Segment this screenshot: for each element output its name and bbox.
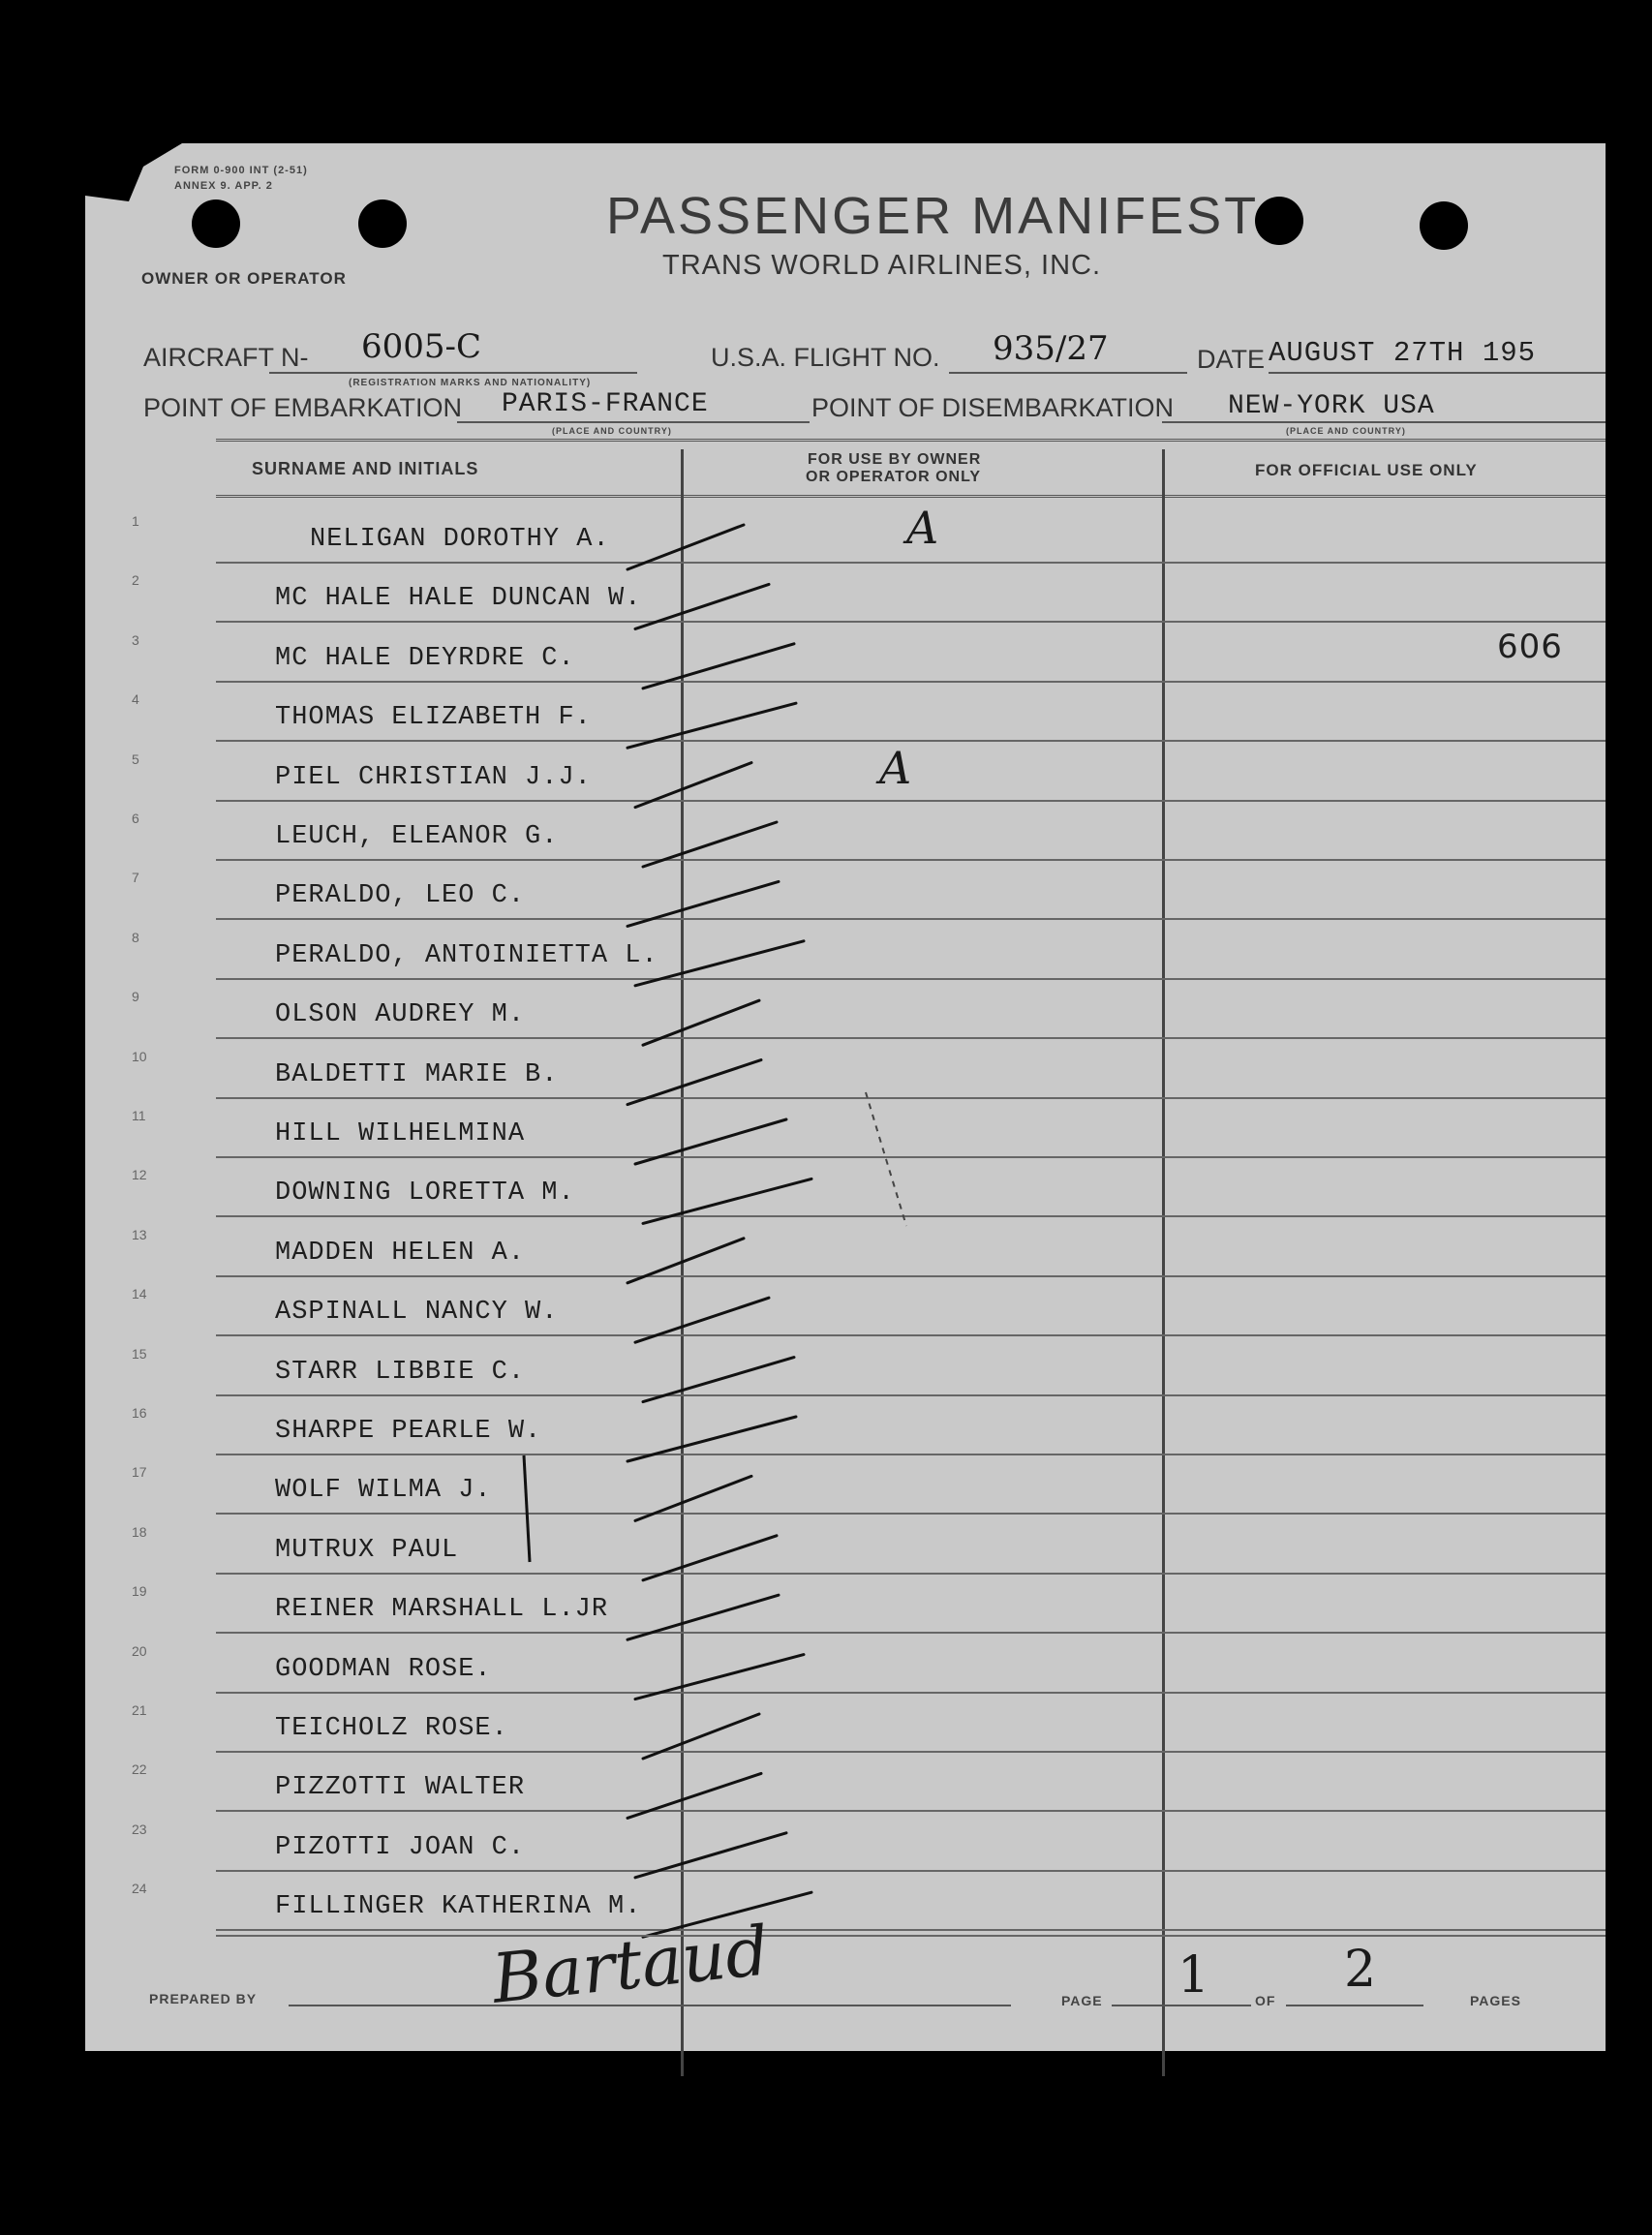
of-value: 2 [1344,1941,1377,1999]
check-slash [643,1000,759,1045]
embarkation-caption: (PLACE AND COUNTRY) [552,426,672,436]
row-number: 22 [132,1761,147,1778]
row-number: 21 [132,1702,147,1718]
column-header-owner-2: OR OPERATOR ONLY [806,469,982,485]
owner-mark: A [906,502,939,554]
row-number: 14 [132,1286,147,1302]
check-slash [643,1714,759,1759]
passenger-name: STARR LIBBIE C. [275,1357,526,1387]
check-slash [635,1298,769,1342]
passenger-name: OLSON AUDREY M. [275,1000,526,1030]
check-marks [85,143,1606,2051]
bracket-stroke [524,1455,530,1562]
official-note: 606 [1497,628,1563,666]
passenger-name: PIEL CHRISTIAN J.J. [275,762,592,792]
date-label: DATE [1197,345,1266,374]
passenger-name: HILL WILHELMINA [275,1119,526,1148]
check-slash [627,1773,761,1818]
check-slash [635,763,751,808]
passenger-name: PIZOTTI JOAN C. [275,1832,526,1862]
check-slash [643,1358,794,1402]
passenger-name: REINER MARSHALL L.JR [275,1595,609,1625]
manifest-sheet [85,143,1606,2051]
check-slash [643,1536,777,1580]
disembarkation-label: POINT OF DISEMBARKATION [811,393,1175,422]
disembarkation-value: NEW-YORK USA [1228,391,1435,421]
table-bottom-rule [216,1935,1606,1937]
passenger-name: DOWNING LORETTA M. [275,1179,575,1209]
passenger-name: BALDETTI MARIE B. [275,1059,559,1089]
aircraft-value: 6005-C [361,327,482,366]
form-number: FORM 0-900 INT (2-51) [174,165,308,176]
owner-label: OWNER OR OPERATOR [141,269,347,288]
check-slash [627,525,744,569]
row-number: 2 [132,572,139,589]
of-label: OF [1255,1993,1276,2008]
row-number: 7 [132,870,139,886]
flight-value: 935/27 [993,329,1109,368]
check-slash [643,644,794,689]
row-number: 18 [132,1523,147,1540]
passenger-name: PIZZOTTI WALTER [275,1773,526,1803]
stray-mark [866,1092,906,1226]
prepared-label: PREPARED BY [149,1991,258,2006]
row-number: 11 [132,1108,146,1123]
check-slash [635,1655,804,1699]
column-header-surname: SURNAME AND INITIALS [252,459,479,478]
flight-label: U.S.A. FLIGHT NO. [711,343,940,372]
row-number: 19 [132,1583,147,1600]
check-slash [643,822,777,867]
row-number: 8 [132,929,139,945]
passenger-name: THOMAS ELIZABETH F. [275,703,592,733]
form-annex: ANNEX 9. APP. 2 [174,180,273,192]
check-slash [635,1833,786,1878]
check-slash [635,1119,786,1164]
pages-label: PAGES [1470,1993,1521,2008]
row-number: 4 [132,691,139,708]
row-number: 3 [132,631,139,648]
row-number: 6 [132,811,139,826]
page-title: PASSENGER MANIFEST [606,187,1260,245]
check-slash [627,1239,744,1283]
prepared-underline [289,2005,1011,2006]
row-number: 16 [132,1405,147,1421]
of-underline [1286,2005,1423,2006]
owner-mark: A [879,742,912,794]
row-number: 24 [132,1881,147,1897]
airline-name: TRANS WORLD AIRLINES, INC. [662,250,1102,281]
disembarkation-caption: (PLACE AND COUNTRY) [1286,426,1406,436]
passenger-name: TEICHOLZ ROSE. [275,1714,508,1743]
check-slash [635,584,769,628]
passenger-name: FILLINGER KATHERINA M. [275,1892,642,1922]
passenger-name: LEUCH, ELEANOR G. [275,822,559,851]
row-number: 5 [132,750,139,767]
passenger-name: SHARPE PEARLE W. [275,1417,542,1446]
passenger-name: NELIGAN DOROTHY A. [310,525,610,554]
passenger-name: MC HALE DEYRDRE C. [275,643,575,673]
passenger-name: PERALDO, ANTOINIETTA L. [275,940,658,970]
passenger-name: ASPINALL NANCY W. [275,1298,559,1328]
row-number: 9 [132,989,139,1005]
column-header-official: FOR OFFICIAL USE ONLY [1255,461,1478,479]
check-slash [627,881,779,926]
passenger-name: PERALDO, LEO C. [275,881,526,911]
date-value: AUGUST 27TH 195 [1269,337,1537,369]
embarkation-label: POINT OF EMBARKATION [143,393,463,422]
check-slash [627,1060,761,1105]
row-number: 13 [132,1226,147,1242]
page-label: PAGE [1061,1993,1103,2008]
row-number: 23 [132,1821,147,1837]
check-slash [627,1595,779,1639]
passenger-name: GOODMAN ROSE. [275,1654,492,1684]
row-number: 1 [132,513,139,529]
check-slash [635,941,804,986]
row-number: 20 [132,1642,147,1659]
check-slash [627,703,796,748]
page-underline [1112,2005,1251,2006]
row-number: 12 [132,1167,147,1183]
passenger-name: MADDEN HELEN A. [275,1238,526,1268]
page-value: 1 [1178,1946,1210,2005]
check-slash [635,1476,751,1520]
embarkation-value: PARIS-FRANCE [502,389,709,419]
check-slash [627,1417,796,1461]
aircraft-label: AIRCRAFT N- [143,343,309,372]
signature: Bartaud [488,1911,773,2019]
passenger-name: MUTRUX PAUL [275,1535,459,1565]
row-number: 17 [132,1464,147,1481]
row-number: 10 [132,1048,147,1064]
check-slash [643,1179,811,1223]
passenger-name: MC HALE HALE DUNCAN W. [275,584,642,614]
row-number: 15 [132,1345,147,1362]
column-header-owner-1: FOR USE BY OWNER [808,451,982,468]
registration-caption: (REGISTRATION MARKS AND NATIONALITY) [349,378,592,388]
passenger-name: WOLF WILMA J. [275,1476,492,1506]
